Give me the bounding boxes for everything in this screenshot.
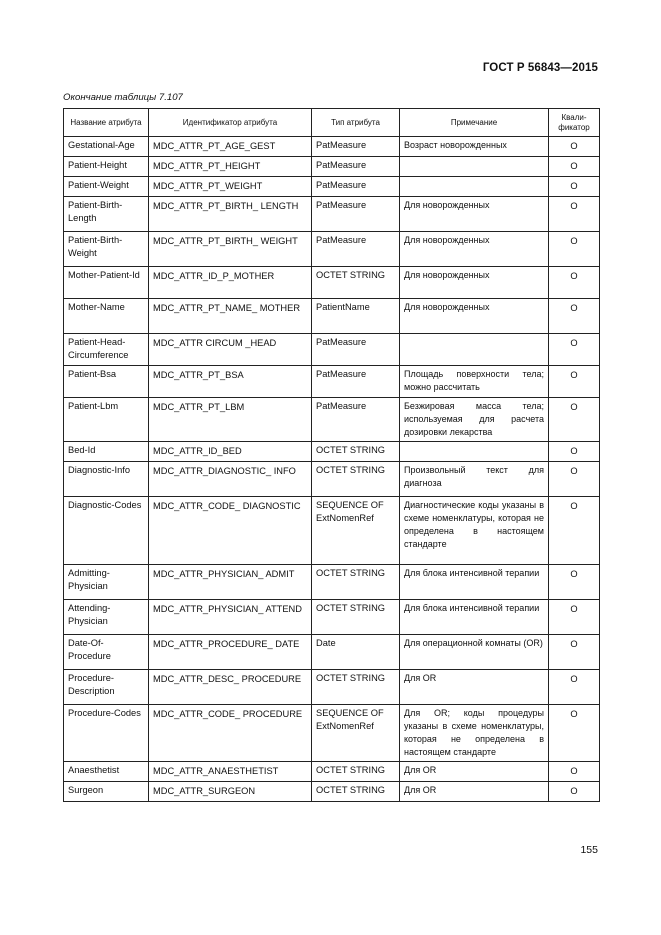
cell-note: Возраст новорожденных [400,137,549,157]
cell-note [400,442,549,462]
cell-attribute-type: SEQUENCE OF ExtNomenRef [312,705,400,762]
cell-qualifier: O [549,137,600,157]
table-row [64,334,600,366]
cell-qualifier: O [549,366,600,398]
header-note: Примечание [400,109,549,137]
cell-attribute-type: PatMeasure [312,398,400,442]
cell-note: Безжировая масса тела; используемая для расчета дозировки лекарства [400,398,549,442]
cell-qualifier: O [549,705,600,762]
cell-qualifier: O [549,197,600,232]
cell-qualifier: O [549,177,600,197]
cell-note: Для OR [400,762,549,782]
cell-attribute-name: Diagnostic-Codes [64,497,149,565]
cell-note: Для OR; коды процедуры указаны в схеме номенклатуры, которая не определена в настоящем стандарте [400,705,549,762]
cell-attribute-name: Surgeon [64,782,149,802]
cell-attribute-type: OCTET STRING [312,600,400,635]
table-row [64,157,600,177]
table-row [64,565,600,600]
cell-qualifier: O [549,600,600,635]
cell-attribute-id: MDC_ATTR_CODE_ DIAGNOSTIC [149,497,312,565]
cell-attribute-id: MDC_ATTR_PT_BIRTH_ WEIGHT [149,232,312,267]
cell-attribute-name: Patient-Birth-Length [64,197,149,232]
cell-qualifier: O [549,334,600,366]
cell-note [400,177,549,197]
table-row [64,267,600,299]
table-caption: Окончание таблицы 7.107 [63,92,183,103]
cell-note: Для новорожденных [400,197,549,232]
cell-attribute-id: MDC_ATTR_PT_LBM [149,398,312,442]
cell-attribute-name: Bed-Id [64,442,149,462]
cell-attribute-name: Procedure-Codes [64,705,149,762]
cell-attribute-type: SEQUENCE OF ExtNomenRef [312,497,400,565]
cell-attribute-type: PatMeasure [312,334,400,366]
cell-attribute-id: MDC_ATTR_SURGEON [149,782,312,802]
cell-attribute-name: Patient-Height [64,157,149,177]
cell-qualifier: O [549,670,600,705]
cell-note: Для операционной комнаты (OR) [400,635,549,670]
cell-attribute-type: OCTET STRING [312,442,400,462]
cell-qualifier: O [549,232,600,267]
cell-attribute-id: MDC_ATTR_PT_BSA [149,366,312,398]
cell-attribute-name: Mother-Patient-Id [64,267,149,299]
cell-attribute-type: PatMeasure [312,366,400,398]
header-attribute-name: Название атрибута [64,109,149,137]
cell-qualifier: O [549,782,600,802]
cell-attribute-type: OCTET STRING [312,462,400,497]
cell-qualifier: O [549,762,600,782]
cell-qualifier: O [549,565,600,600]
cell-attribute-type: PatMeasure [312,137,400,157]
cell-attribute-type: OCTET STRING [312,762,400,782]
cell-attribute-id: MDC_ATTR_PT_AGE_GEST [149,137,312,157]
cell-note [400,334,549,366]
cell-note: Для новорожденных [400,299,549,334]
cell-note: Для новорожденных [400,267,549,299]
header-attribute-type: Тип атрибута [312,109,400,137]
cell-attribute-id: MDC_ATTR_ID_P_MOTHER [149,267,312,299]
cell-note: Площадь поверхности тела; можно рассчитать [400,366,549,398]
cell-attribute-name: Procedure-Description [64,670,149,705]
cell-attribute-id: MDC_ATTR_DIAGNOSTIC_ INFO [149,462,312,497]
document-id: ГОСТ Р 56843—2015 [482,62,598,74]
table-row [64,299,600,334]
cell-attribute-name: Patient-Birth-Weight [64,232,149,267]
table-row [64,762,600,782]
page-number: 155 [580,844,598,856]
cell-attribute-id: MDC_ATTR_DESC_ PROCEDURE [149,670,312,705]
cell-attribute-id: MDC_ATTR_PHYSICIAN_ ADMIT [149,565,312,600]
table-row [64,137,600,157]
cell-attribute-type: PatMeasure [312,177,400,197]
cell-attribute-id: MDC_ATTR_ANAESTHETIST [149,762,312,782]
cell-note [400,157,549,177]
cell-attribute-id: MDC_ATTR_PT_NAME_ MOTHER [149,299,312,334]
cell-attribute-name: Attending-Physician [64,600,149,635]
table-header-row [64,109,600,137]
cell-attribute-id: MDC_ATTR_PT_HEIGHT [149,157,312,177]
cell-qualifier: O [549,157,600,177]
cell-attribute-id: MDC_ATTR_ID_BED [149,442,312,462]
cell-note: Для OR [400,782,549,802]
cell-qualifier: O [549,497,600,565]
cell-qualifier: O [549,398,600,442]
table-row [64,366,600,398]
cell-attribute-type: OCTET STRING [312,267,400,299]
cell-qualifier: O [549,462,600,497]
cell-attribute-type: PatMeasure [312,157,400,177]
attributes-table [63,108,600,802]
cell-attribute-name: Diagnostic-Info [64,462,149,497]
table-row [64,232,600,267]
cell-attribute-name: Patient-Weight [64,177,149,197]
cell-qualifier: O [549,267,600,299]
cell-attribute-name: Date-Of-Procedure [64,635,149,670]
header-qualifier: Квали-фикатор [549,109,600,137]
cell-attribute-type: PatientName [312,299,400,334]
cell-attribute-id: MDC_ATTR_CODE_ PROCEDURE [149,705,312,762]
cell-attribute-name: Patient-Bsa [64,366,149,398]
cell-attribute-name: Patient-Head-Circumference [64,334,149,366]
cell-attribute-type: PatMeasure [312,197,400,232]
table-row [64,462,600,497]
cell-attribute-type: OCTET STRING [312,670,400,705]
cell-qualifier: O [549,442,600,462]
cell-attribute-type: OCTET STRING [312,782,400,802]
cell-attribute-id: MDC_ATTR_PHYSICIAN_ ATTEND [149,600,312,635]
table-row [64,670,600,705]
table-row [64,635,600,670]
cell-note: Для новорожденных [400,232,549,267]
cell-note: Произвольный текст для диагноза [400,462,549,497]
cell-attribute-type: Date [312,635,400,670]
cell-qualifier: O [549,635,600,670]
table-row [64,497,600,565]
cell-note: Диагностические коды указаны в схеме номенклатуры, которая не определена в настоящем стандарте [400,497,549,565]
cell-attribute-name: Anaesthetist [64,762,149,782]
cell-attribute-type: OCTET STRING [312,565,400,600]
cell-attribute-name: Gestational-Age [64,137,149,157]
cell-attribute-id: MDC_ATTR_PROCEDURE_ DATE [149,635,312,670]
cell-attribute-id: MDC_ATTR_PT_WEIGHT [149,177,312,197]
cell-note: Для блока интенсивной терапии [400,565,549,600]
cell-note: Для OR [400,670,549,705]
cell-attribute-type: PatMeasure [312,232,400,267]
table-row [64,782,600,802]
cell-note: Для блока интенсивной терапии [400,600,549,635]
table-row [64,398,600,442]
cell-attribute-name: Admitting-Physician [64,565,149,600]
cell-qualifier: O [549,299,600,334]
header-attribute-id: Идентификатор атрибута [149,109,312,137]
table-body [64,137,600,802]
cell-attribute-id: MDC_ATTR_PT_BIRTH_ LENGTH [149,197,312,232]
table-row [64,442,600,462]
table-row [64,177,600,197]
table-row [64,600,600,635]
table-row [64,705,600,762]
cell-attribute-name: Patient-Lbm [64,398,149,442]
cell-attribute-id: MDC_ATTR CIRCUM _HEAD [149,334,312,366]
cell-attribute-name: Mother-Name [64,299,149,334]
table-row [64,197,600,232]
